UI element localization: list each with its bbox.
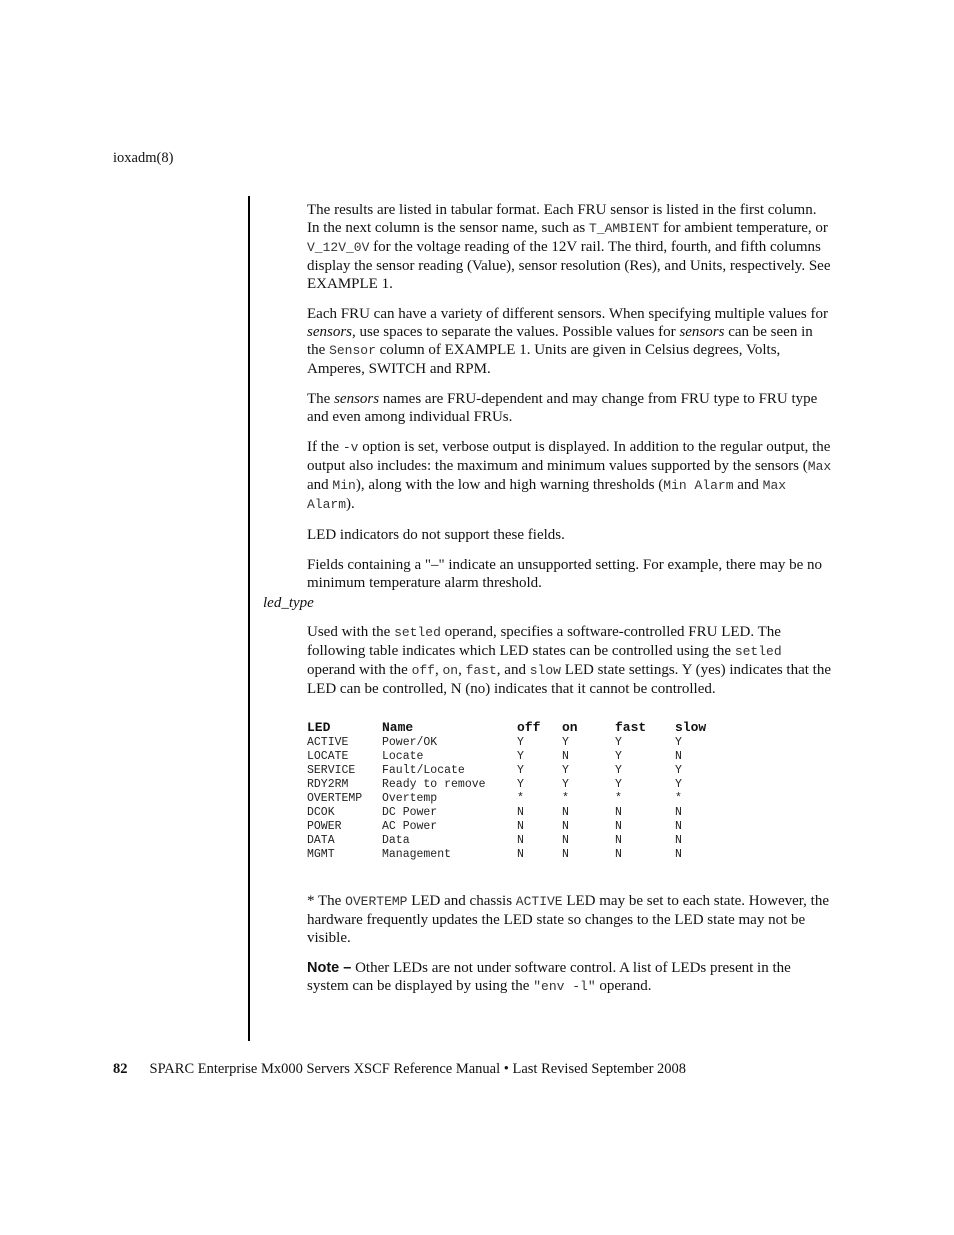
- term-led-type: led_type: [263, 595, 314, 611]
- table-cell: Y: [517, 736, 524, 749]
- emphasis-sensors: sensors: [679, 324, 725, 340]
- led-state-table: [307, 720, 735, 862]
- table-row: [307, 778, 735, 792]
- table-cell: N: [675, 806, 682, 819]
- code-v-12v-0v: V_12V_0V: [307, 240, 370, 255]
- text: and: [733, 477, 763, 493]
- text: for the voltage reading of the 12V rail. The third, fourth, and fifth columns display the sensor reading (Value), sensor resolution (Res), and Units, respectively. See EXAMPLE 1.: [307, 239, 831, 292]
- text: LED state settings. Y (yes) indicates that the LED can be controlled, N (no) indicates that it cannot be controlled.: [307, 662, 832, 697]
- table-cell: N: [562, 848, 569, 861]
- column-header: slow: [675, 720, 707, 735]
- text: operand with the: [307, 662, 412, 678]
- text: The: [307, 391, 335, 407]
- text: ).: [346, 496, 355, 512]
- table-cell: N: [615, 820, 622, 833]
- code-max-alarm: Max Alarm: [307, 478, 787, 512]
- code-active: ACTIVE: [515, 894, 563, 909]
- table-cell: N: [517, 820, 524, 833]
- table-cell: Data: [382, 834, 410, 847]
- text: can be seen in the: [307, 324, 813, 358]
- text: ), along with the low and high warning thresholds (: [355, 477, 664, 493]
- footer-text: SPARC Enterprise Mx000 Servers XSCF Reference Manual • Last Revised September 2008: [149, 1061, 687, 1077]
- text: The results are listed in tabular format. Each FRU sensor is listed in the first column. In the next column is the sensor name, such as: [307, 202, 817, 236]
- code-v-option: -v: [342, 440, 359, 455]
- table-cell: Y: [562, 764, 569, 777]
- table-cell: Y: [615, 778, 622, 791]
- paragraph-unsupported: Fields containing a "–" indicate an unsupported setting. For example, there may be no minimum temperature alarm threshold.: [307, 557, 823, 591]
- table-cell: N: [675, 820, 682, 833]
- table-cell: N: [517, 848, 524, 861]
- column-header: fast: [615, 720, 647, 735]
- table-cell: Y: [675, 736, 682, 749]
- table-cell: N: [675, 834, 682, 847]
- column-header: off: [517, 720, 541, 735]
- table-header-row: [307, 720, 735, 736]
- emphasis-sensors: sensors: [334, 391, 380, 407]
- code-slow: slow: [529, 663, 561, 678]
- table-cell: Ready to remove: [382, 778, 486, 791]
- code-t-ambient: T_AMBIENT: [589, 221, 660, 236]
- page-number: 82: [113, 1061, 128, 1077]
- paragraph-sensor-names: [307, 390, 832, 426]
- running-head: ioxadm(8): [113, 150, 174, 166]
- code-max: Max: [807, 459, 832, 474]
- text: operand, specifies a software-controlled FRU LED. The following table indicates which LED states can be controlled using the: [307, 624, 781, 659]
- table-cell: ACTIVE: [307, 736, 349, 749]
- code-setled: setled: [734, 644, 782, 659]
- column-header: Name: [382, 720, 414, 735]
- code-env-l: "env -l": [533, 979, 596, 994]
- text: * The: [307, 893, 346, 909]
- table-cell: DC Power: [382, 806, 438, 819]
- led-type-body: [307, 623, 832, 1008]
- text: names are FRU-dependent and may change from FRU type to FRU type and even among individual FRUs.: [307, 391, 818, 425]
- table-cell: N: [615, 834, 622, 847]
- table-cell: SERVICE: [307, 764, 356, 777]
- text: If the: [307, 439, 343, 455]
- table-cell: DCOK: [307, 806, 335, 819]
- paragraph-tabular-format: [307, 201, 832, 293]
- table-cell: *: [517, 792, 524, 805]
- table-cell: N: [562, 834, 569, 847]
- paragraph-overtemp-footnote: [307, 892, 832, 947]
- text: use spaces to separate the values. Possible values for: [355, 324, 680, 340]
- text: column of EXAMPLE 1. Units are given in Celsius degrees, Volts, Amperes, SWITCH and RPM.: [307, 342, 781, 377]
- table-cell: Overtemp: [382, 792, 438, 805]
- text: option is set, verbose output is displayed. In addition to the regular output, the output also includes: the maximum and minimum values supported by the sensors (: [307, 439, 831, 474]
- emphasis-sensors: sensors,: [307, 324, 356, 340]
- code-off: off: [411, 663, 435, 678]
- table-cell: *: [675, 792, 682, 805]
- text: ,: [434, 662, 443, 678]
- text: ,: [458, 662, 466, 678]
- text: LED and chassis: [407, 893, 516, 909]
- page-footer: [113, 1061, 686, 1078]
- table-cell: Y: [562, 778, 569, 791]
- paragraph-sensors: [307, 305, 832, 378]
- table-cell: AC Power: [382, 820, 438, 833]
- table-cell: OVERTEMP: [307, 792, 363, 805]
- code-setled: setled: [394, 625, 441, 640]
- code-on: on: [442, 663, 459, 678]
- table-cell: N: [615, 848, 622, 861]
- table-cell: *: [562, 792, 569, 805]
- table-cell: N: [675, 848, 682, 861]
- table-cell: Y: [517, 778, 524, 791]
- table-cell: N: [517, 834, 524, 847]
- column-header: LED: [307, 720, 331, 735]
- text: LED may be set to each state. However, the hardware frequently updates the LED state so changes to the LED state may not be visible.: [307, 893, 829, 946]
- table-cell: N: [675, 750, 682, 763]
- table-cell: Y: [517, 764, 524, 777]
- note-paragraph: [307, 959, 832, 996]
- table-row: [307, 806, 735, 820]
- text: for ambient temperature, or: [659, 220, 828, 236]
- table-row: [307, 792, 735, 806]
- table-cell: Power/OK: [382, 736, 438, 749]
- text: Used with the: [307, 624, 395, 640]
- code-min: Min: [332, 478, 356, 493]
- code-fast: fast: [465, 663, 497, 678]
- table-cell: DATA: [307, 834, 335, 847]
- table-cell: N: [562, 806, 569, 819]
- paragraph-led-fields: LED indicators do not support these fields.: [307, 527, 565, 543]
- table-cell: N: [615, 806, 622, 819]
- table-cell: Fault/Locate: [382, 764, 465, 777]
- table-cell: *: [615, 792, 622, 805]
- table-row: [307, 848, 735, 862]
- paragraph-setled: [307, 623, 832, 698]
- code-min-alarm: Min Alarm: [663, 478, 734, 493]
- text: Each FRU can have a variety of different sensors. When specifying multiple values for: [307, 306, 828, 322]
- text: Other LEDs are not under software control. A list of LEDs present in the system can be displayed by using the: [307, 960, 791, 994]
- table-cell: N: [517, 806, 524, 819]
- table-cell: Locate: [382, 750, 424, 763]
- text: operand.: [595, 978, 652, 994]
- paragraph-verbose: [307, 438, 832, 514]
- table-cell: RDY2RM: [307, 778, 349, 791]
- column-header: on: [562, 720, 578, 735]
- description-body: [307, 201, 832, 604]
- table-cell: MGMT: [307, 848, 335, 861]
- table-cell: Y: [615, 736, 622, 749]
- note-label: Note –: [307, 960, 352, 976]
- table-cell: Y: [675, 764, 682, 777]
- table-cell: N: [562, 750, 569, 763]
- table-cell: LOCATE: [307, 750, 349, 763]
- table-row: [307, 750, 735, 764]
- table-cell: N: [562, 820, 569, 833]
- code-sensor: Sensor: [329, 343, 376, 358]
- table-cell: Y: [562, 736, 569, 749]
- text: and: [307, 477, 333, 493]
- table-row: [307, 820, 735, 834]
- table-cell: POWER: [307, 820, 342, 833]
- table-cell: Management: [382, 848, 452, 861]
- table-row: [307, 736, 735, 750]
- change-bar: [248, 196, 250, 1041]
- text: , and: [496, 662, 530, 678]
- table-cell: Y: [517, 750, 524, 763]
- code-overtemp: OVERTEMP: [345, 894, 408, 909]
- table-row: [307, 764, 735, 778]
- table-cell: Y: [675, 778, 682, 791]
- table-cell: Y: [615, 750, 622, 763]
- table-cell: Y: [615, 764, 622, 777]
- table-row: [307, 834, 735, 848]
